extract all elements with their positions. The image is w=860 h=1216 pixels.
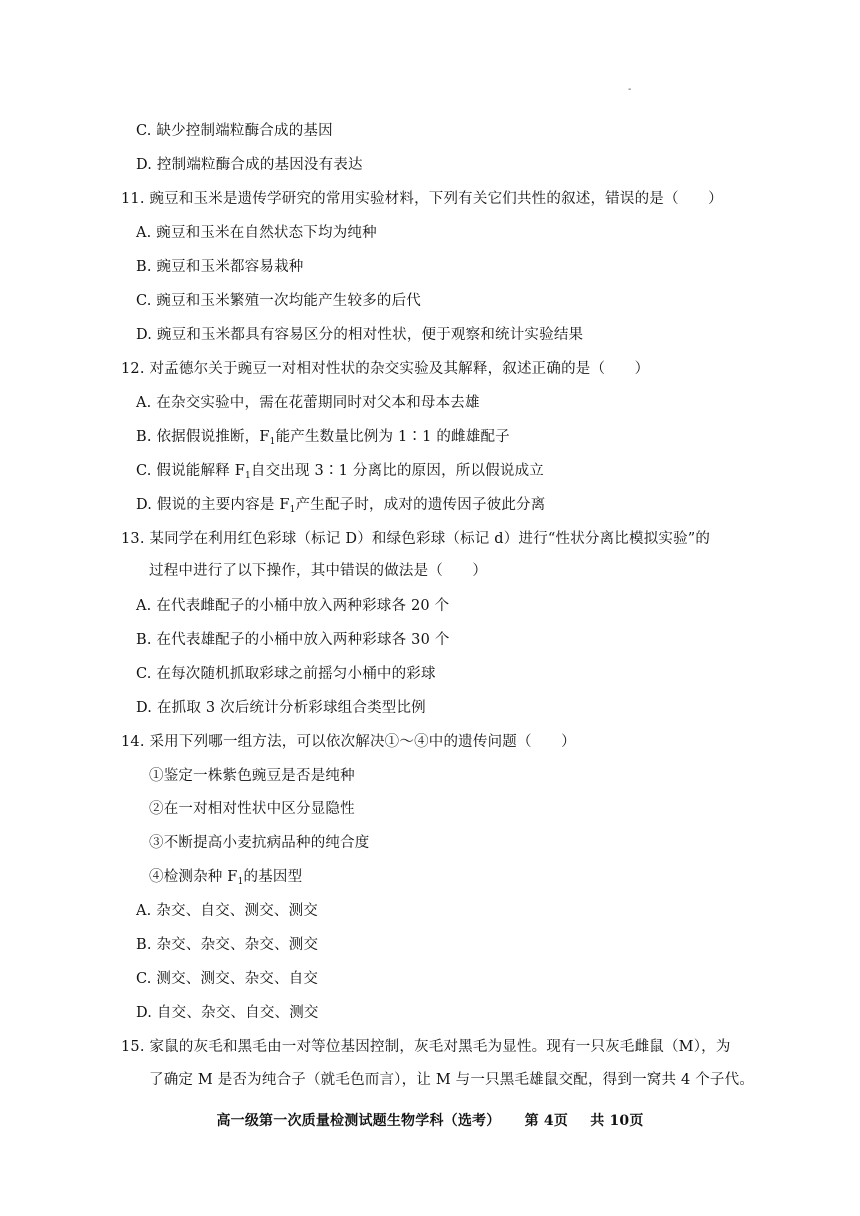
q14-option-d: D. 自交、杂交、自交、测交 (136, 1005, 319, 1021)
footer-page-number: 第 4页 (524, 1113, 569, 1129)
q14-item-4: ④检测杂种 $F_1$的基因型 (149, 869, 303, 887)
page-footer (0, 1110, 860, 1130)
q14-option-a: A. 杂交、自交、测交、测交 (136, 903, 318, 919)
q11-option-d: D. 豌豆和玉米都具有容易区分的相对性状，便于观察和统计实验结果 (136, 327, 584, 343)
q11-option-b: B. 豌豆和玉米都容易栽种 (136, 259, 304, 275)
q11-option-a: A. 豌豆和玉米在自然状态下均为纯种 (136, 225, 377, 241)
page-mark: - (628, 84, 632, 95)
q11-option-c: C. 豌豆和玉米繁殖一次均能产生较多的后代 (136, 293, 421, 309)
q15-stem-line-1: 15. 家鼠的灰毛和黑毛由一对等位基因控制，灰毛对黑毛为显性。现有一只灰毛雌鼠（M），为 (121, 1039, 731, 1055)
q10-option-c: C. 缺少控制端粒酶合成的基因 (136, 123, 333, 139)
q14-option-c: C. 测交、测交、杂交、自交 (136, 971, 319, 987)
q13-option-c: C. 在每次随机抓取彩球之前摇匀小桶中的彩球 (136, 666, 436, 682)
q10-option-d: D. 控制端粒酶合成的基因没有表达 (136, 157, 363, 173)
q13-stem-line-1: 13. 某同学在利用红色彩球（标记 D）和绿色彩球（标记 d）进行“性状分离比模拟实验”的 (121, 531, 711, 547)
q14-stem: 14. 采用下列哪一组方法，可以依次解决①～④中的遗传问题（ ） (121, 734, 576, 750)
q14-item-1: ①鉴定一株紫色豌豆是否是纯种 (149, 768, 355, 784)
footer-title: 高一级第一次质量检测试题生物学科（选考） (216, 1113, 501, 1129)
q12-option-b: B. 依据假说推断，$F_1$能产生数量比例为 1∶1 的雌雄配子 (136, 429, 510, 447)
footer-total-pages: 共 10页 (590, 1113, 644, 1129)
q12-option-d: D. 假说的主要内容是 $F_1$产生配子时，成对的遗传因子彼此分离 (136, 497, 546, 515)
q14-option-b: B. 杂交、杂交、杂交、测交 (136, 937, 319, 953)
q12-stem: 12. 对孟德尔关于豌豆一对相对性状的杂交实验及其解释，叙述正确的是（ ） (121, 361, 650, 377)
q13-option-a: A. 在代表雌配子的小桶中放入两种彩球各 20 个 (136, 598, 450, 614)
q13-option-b: B. 在代表雄配子的小桶中放入两种彩球各 30 个 (136, 632, 450, 648)
q13-stem-line-2: 过程中进行了以下操作，其中错误的做法是（ ） (149, 563, 488, 579)
q15-stem-line-2: 了确定 M 是否为纯合子（就毛色而言），让 M 与一只黑毛雄鼠交配，得到一窝共 4 个子代。 (149, 1072, 755, 1088)
q11-stem: 11. 豌豆和玉米是遗传学研究的常用实验材料，下列有关它们共性的叙述，错误的是（ ） (121, 191, 723, 207)
q14-item-2: ②在一对相对性状中区分显隐性 (149, 801, 355, 817)
q14-item-3: ③不断提高小麦抗病品种的纯合度 (149, 835, 370, 851)
q13-option-d: D. 在抓取 3 次后统计分析彩球组合类型比例 (136, 700, 426, 716)
q12-option-a: A. 在杂交实验中，需在花蕾期同时对父本和母本去雄 (136, 395, 480, 411)
q12-option-c: C. 假说能解释 $F_1$自交出现 3∶1 分离比的原因，所以假说成立 (136, 463, 544, 481)
